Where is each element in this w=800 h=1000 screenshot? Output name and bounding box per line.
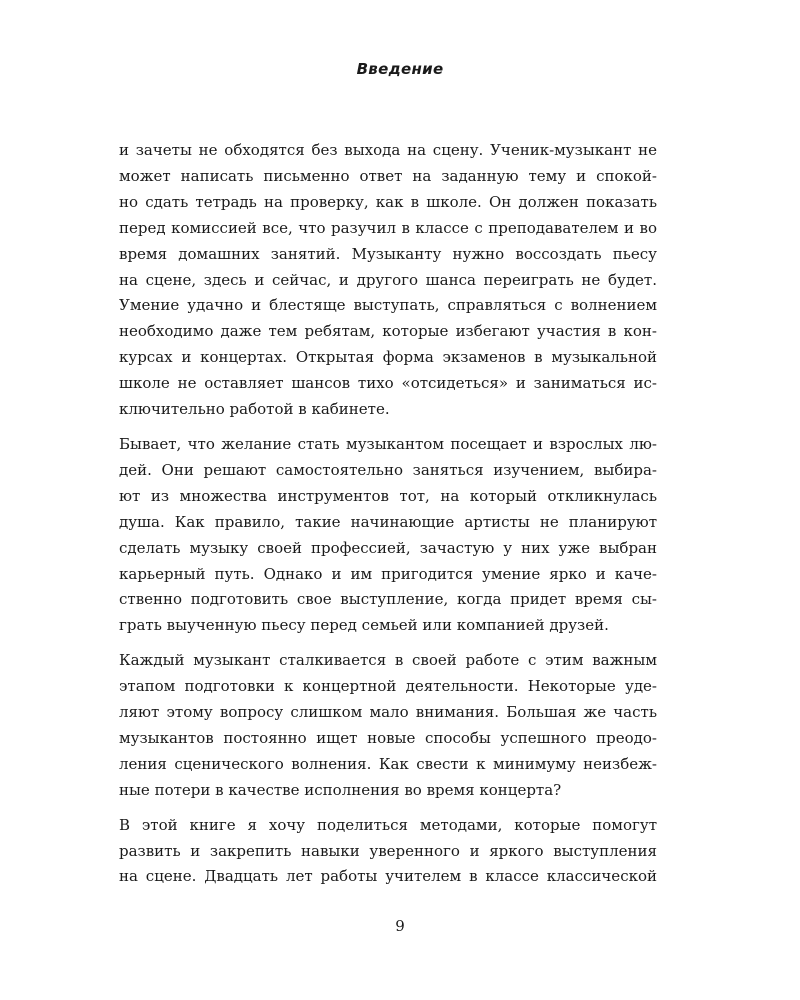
- text-line: ют из множества инструментов тот, на который откликнулась: [119, 486, 657, 505]
- paragraph-3: [119, 648, 657, 803]
- paragraph-1: [119, 138, 657, 423]
- text-line: музыкантов постоянно ищет новые способы успешного преодо-: [119, 728, 657, 747]
- text-line: может написать письменно ответ на заданную тему и спокой-: [119, 166, 657, 185]
- text-line: перед комиссией все, что разучил в классе с преподавателем и во: [119, 218, 657, 237]
- text-line: ственно подготовить свое выступление, когда придет время сы-: [119, 590, 657, 609]
- text-line: школе не оставляет шансов тихо «отсидеться» и заниматься ис-: [119, 374, 657, 393]
- paragraph-4: [119, 813, 657, 891]
- text-line: сделать музыку своей профессией, зачастую у них уже выбран: [119, 538, 657, 557]
- paragraph-2: [119, 432, 657, 639]
- text-line: и зачеты не обходятся без выхода на сцену. Ученик-музыкант не: [119, 141, 657, 159]
- running-head-title: Введение: [356, 60, 444, 78]
- text-line: развить и закрепить навыки уверенного и яркого выступления: [119, 841, 657, 860]
- text-line: Умение удачно и блестяще выступать, справляться с волнением: [119, 296, 657, 315]
- text-line: дей. Они решают самостоятельно заняться изучением, выбира-: [119, 460, 657, 479]
- text-line: грать выученную пьесу перед семьей или компанией друзей.: [119, 616, 609, 635]
- text-line: ключительно работой в кабинете.: [119, 400, 390, 419]
- text-line: ления сценического волнения. Как свести к минимуму неизбеж-: [119, 754, 657, 773]
- text-line: курсах и концертах. Открытая форма экзаменов в музыкальной: [119, 348, 657, 367]
- text-line: но сдать тетрадь на проверку, как в школе. Он должен показать: [119, 192, 657, 211]
- text-line: этапом подготовки к концертной деятельности. Некоторые уде-: [119, 677, 657, 696]
- text-line: душа. Как правило, такие начинающие артисты не планируют: [119, 512, 657, 531]
- page-number: 9: [395, 917, 405, 935]
- text-line: на сцене. Двадцать лет работы учителем в классе классической: [119, 867, 657, 886]
- body-text: [119, 138, 657, 899]
- text-line: на сцене, здесь и сейчас, и другого шанса переиграть не будет.: [119, 270, 657, 289]
- text-line: ляют этому вопросу слишком мало внимания. Большая же часть: [119, 703, 657, 722]
- text-line: Бывает, что желание стать музыкантом посещает и взрослых лю-: [119, 434, 657, 453]
- text-line: время домашних занятий. Музыканту нужно воссоздать пьесу: [119, 244, 657, 263]
- text-line: карьерный путь. Однако и им пригодится умение ярко и каче-: [119, 564, 657, 583]
- text-line: необходимо даже тем ребятам, которые избегают участия в кон-: [119, 322, 657, 341]
- text-line: Каждый музыкант сталкивается в своей работе с этим важным: [119, 651, 657, 670]
- text-line: ные потери в качестве исполнения во время концерта?: [119, 780, 562, 799]
- text-line: В этой книге я хочу поделиться методами, которые помогут: [119, 815, 657, 834]
